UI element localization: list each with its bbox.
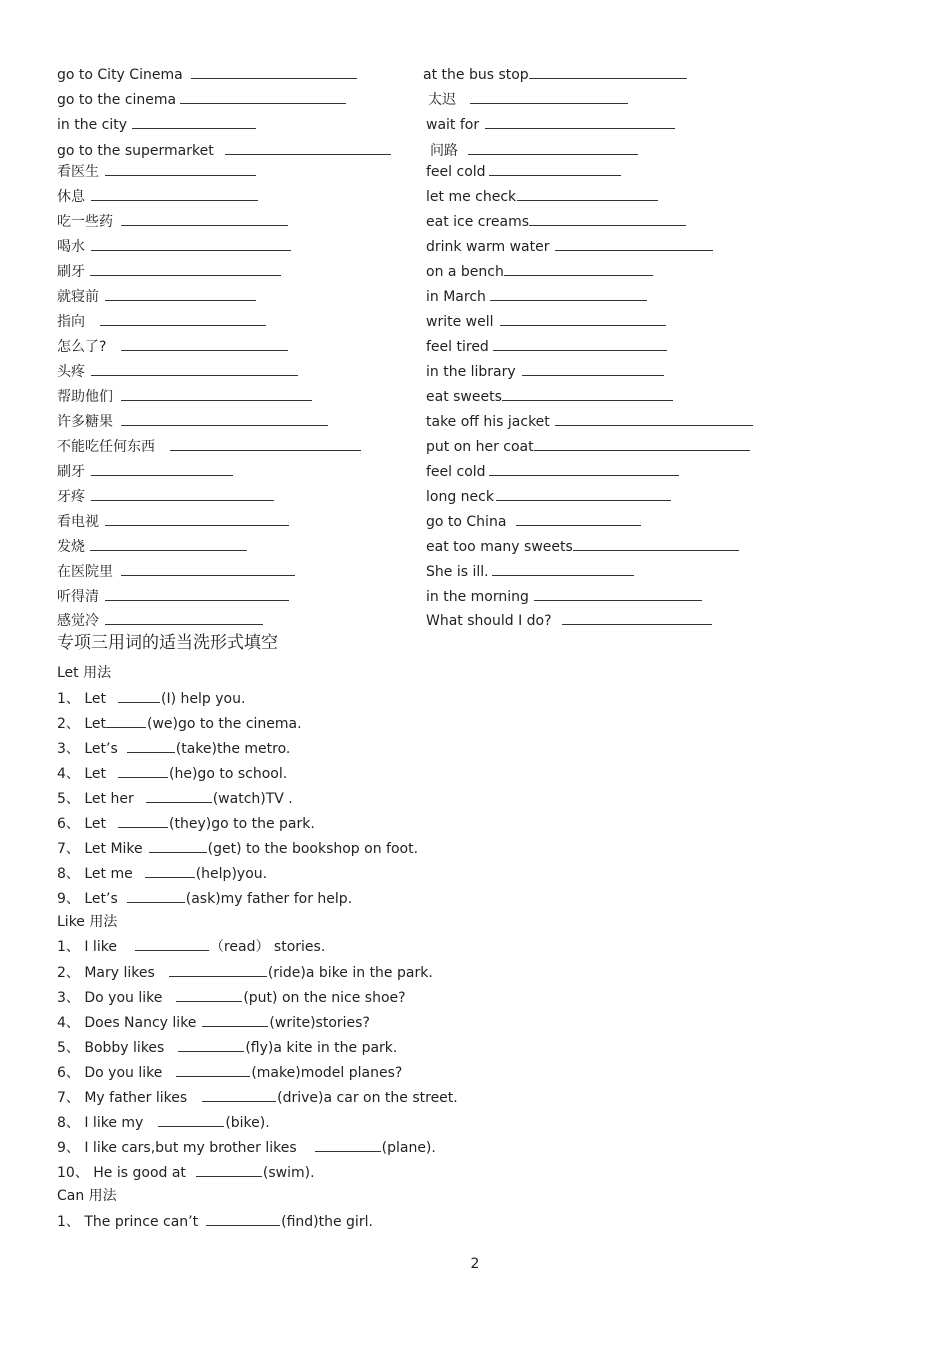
answer-blank[interactable]	[493, 337, 667, 351]
answer-blank[interactable]	[91, 237, 291, 251]
vocab-label: 刷牙	[57, 264, 85, 280]
exercise-prompt: 7、 My father likes	[57, 1090, 188, 1106]
answer-blank[interactable]	[118, 814, 168, 828]
let-exercise-item	[57, 789, 293, 808]
right-vocab-item	[426, 237, 713, 256]
right-vocab-item	[426, 587, 702, 606]
vocab-label: 听得清	[57, 589, 99, 605]
right-vocab-item	[426, 187, 658, 206]
left-vocab-item	[57, 90, 346, 109]
vocab-label: in the library	[426, 364, 516, 380]
vocab-label: 不能吃任何东西	[57, 439, 155, 455]
answer-blank[interactable]	[496, 487, 671, 501]
page-number: 2	[470, 1256, 480, 1272]
exercise-prompt: 3、 Do you like	[57, 990, 163, 1006]
exercise-prompt: 1、 Let	[57, 691, 107, 707]
like-exercise-item	[57, 1163, 315, 1182]
right-vocab-item	[426, 437, 750, 456]
vocab-label: write well	[426, 314, 494, 330]
left-vocab-item	[57, 65, 357, 84]
left-vocab-item	[57, 162, 256, 181]
exercise-prompt: 8、 I like my	[57, 1115, 144, 1131]
exercise-prompt: 2、 Mary likes	[57, 965, 155, 981]
answer-blank[interactable]	[489, 462, 679, 476]
vocab-label: 休息	[57, 189, 85, 205]
left-vocab-item	[57, 587, 289, 606]
answer-blank[interactable]	[502, 387, 673, 401]
answer-blank[interactable]	[91, 187, 258, 201]
vocab-label: 太迟	[428, 92, 456, 108]
answer-blank[interactable]	[121, 562, 295, 576]
answer-blank[interactable]	[145, 864, 195, 878]
let-exercise-item	[57, 764, 287, 783]
vocab-label: 刷牙	[57, 464, 85, 480]
vocab-label: go to the cinema	[57, 92, 177, 108]
right-vocab-item	[426, 115, 675, 134]
can-heading: Can 用法	[57, 1188, 117, 1204]
vocab-label: 牙疼	[57, 489, 85, 505]
answer-blank[interactable]	[176, 988, 242, 1002]
like-exercise-item	[57, 937, 325, 956]
like-exercise-item	[57, 963, 433, 982]
exercise-hint: (fly)a kite in the park.	[245, 1040, 398, 1056]
vocab-label: 帮助他们	[57, 389, 113, 405]
vocab-label: feel cold	[426, 464, 486, 480]
answer-blank[interactable]	[118, 689, 160, 703]
left-vocab-item	[57, 362, 298, 381]
right-vocab-item	[426, 312, 666, 331]
can-exercise-item	[57, 1212, 373, 1231]
exercise-hint: (find)the girl.	[281, 1214, 373, 1230]
vocab-label: 指向	[57, 314, 85, 330]
like-heading: Like 用法	[57, 914, 118, 930]
answer-blank[interactable]	[522, 362, 664, 376]
exercise-hint: (take)the metro.	[175, 741, 291, 757]
section-title: 专项三用词的适当洗形式填空	[57, 633, 278, 653]
vocab-label: drink warm water	[426, 239, 550, 255]
left-vocab-item	[57, 115, 256, 134]
left-vocab-item	[57, 187, 258, 206]
vocab-label: 头疼	[57, 364, 85, 380]
exercise-prompt: 2、 Let	[57, 716, 107, 732]
left-vocab-item	[57, 537, 247, 556]
exercise-prompt: 1、 The prince can’t	[57, 1214, 199, 1230]
vocab-label: in the morning	[426, 589, 529, 605]
right-vocab-item	[426, 462, 679, 481]
exercise-prompt: 5、 Let her	[57, 791, 134, 807]
answer-blank[interactable]	[170, 437, 361, 451]
like-exercise-item	[57, 1088, 458, 1107]
answer-blank[interactable]	[225, 141, 391, 155]
answer-blank[interactable]	[90, 537, 247, 551]
right-vocab-item	[426, 412, 753, 431]
exercise-hint: (get) to the bookshop on foot.	[207, 841, 419, 857]
vocab-label: on a bench	[426, 264, 504, 280]
vocab-label: feel tired	[426, 339, 489, 355]
exercise-prompt: 5、 Bobby likes	[57, 1040, 165, 1056]
right-vocab-item	[426, 611, 712, 630]
exercise-hint: (swim).	[262, 1165, 315, 1181]
answer-blank[interactable]	[169, 963, 267, 977]
answer-blank[interactable]	[105, 512, 289, 526]
answer-blank[interactable]	[121, 337, 288, 351]
vocab-label: let me check	[426, 189, 517, 205]
exercise-prompt: 6、 Let	[57, 816, 107, 832]
answer-blank[interactable]	[105, 162, 256, 176]
answer-blank[interactable]	[492, 562, 634, 576]
vocab-label: wait for	[426, 117, 480, 133]
vocab-label: What should I do?	[426, 613, 552, 629]
answer-blank[interactable]	[517, 187, 658, 201]
answer-blank[interactable]	[176, 1063, 250, 1077]
answer-blank[interactable]	[121, 387, 312, 401]
like-exercise-item	[57, 1038, 397, 1057]
vocab-label: feel cold	[426, 164, 486, 180]
left-vocab-item	[57, 212, 288, 231]
exercise-hint: (plane).	[381, 1140, 436, 1156]
answer-blank[interactable]	[468, 141, 638, 155]
answer-blank[interactable]	[132, 115, 256, 129]
vocab-label: She is ill.	[426, 564, 489, 580]
vocab-label: 喝水	[57, 239, 85, 255]
vocab-label: in the city	[57, 117, 127, 133]
exercise-hint: (ride)a bike in the park.	[267, 965, 433, 981]
let-exercise-item	[57, 714, 302, 733]
answer-blank[interactable]	[196, 1163, 262, 1177]
like-exercise-item	[57, 1113, 270, 1132]
vocab-label: eat sweets	[426, 389, 502, 405]
exercise-hint: (write)stories?	[269, 1015, 370, 1031]
vocab-label: take off his jacket	[426, 414, 550, 430]
answer-blank[interactable]	[555, 237, 713, 251]
answer-blank[interactable]	[127, 889, 185, 903]
answer-blank[interactable]	[105, 611, 263, 625]
exercise-prompt: 7、 Let Mike	[57, 841, 143, 857]
vocab-label: 感觉冷	[57, 613, 99, 629]
exercise-prompt: 4、 Does Nancy like	[57, 1015, 197, 1031]
exercise-hint: (I) help you.	[161, 691, 246, 707]
let-exercise-item	[57, 889, 352, 908]
answer-blank[interactable]	[470, 90, 628, 104]
answer-blank[interactable]	[146, 789, 212, 803]
exercise-prompt: 9、 I like cars,but my brother likes	[57, 1140, 297, 1156]
exercise-prompt: 9、 Let’s	[57, 891, 118, 907]
vocab-label: 许多糖果	[57, 414, 113, 430]
left-vocab-item	[57, 562, 295, 581]
left-vocab-item	[57, 611, 263, 630]
let-exercise-item	[57, 839, 418, 858]
vocab-label: at the bus stop	[423, 67, 529, 83]
answer-blank[interactable]	[121, 412, 328, 426]
vocab-label: 吃一些药	[57, 214, 113, 230]
exercise-prompt: 10、 He is good at	[57, 1165, 186, 1181]
answer-blank[interactable]	[529, 212, 686, 226]
answer-blank[interactable]	[118, 764, 168, 778]
right-vocab-item	[430, 141, 638, 160]
answer-blank[interactable]	[90, 262, 281, 276]
right-vocab-item	[426, 487, 671, 506]
vocab-label: 问路	[430, 143, 458, 159]
exercise-prompt: 8、 Let me	[57, 866, 133, 882]
like-exercise-item	[57, 1063, 402, 1082]
answer-blank[interactable]	[106, 714, 146, 728]
answer-blank[interactable]	[534, 437, 750, 451]
vocab-label: 看电视	[57, 514, 99, 530]
left-vocab-item	[57, 487, 274, 506]
vocab-label: go to the supermarket	[57, 143, 214, 159]
answer-blank[interactable]	[202, 1088, 276, 1102]
answer-blank[interactable]	[191, 65, 357, 79]
vocab-label: 在医院里	[57, 564, 113, 580]
exercise-hint: (they)go to the park.	[169, 816, 315, 832]
answer-blank[interactable]	[206, 1212, 280, 1226]
let-heading: Let 用法	[57, 665, 112, 681]
answer-blank[interactable]	[178, 1038, 244, 1052]
exercise-prompt: 1、 I like	[57, 939, 117, 955]
answer-blank[interactable]	[562, 611, 712, 625]
exercise-prompt: 6、 Do you like	[57, 1065, 163, 1081]
like-exercise-item	[57, 988, 406, 1007]
vocab-label: in March	[426, 289, 486, 305]
left-vocab-item	[57, 337, 288, 356]
exercise-prompt: 3、 Let’s	[57, 741, 118, 757]
answer-blank[interactable]	[121, 212, 288, 226]
left-vocab-item	[57, 262, 281, 281]
left-vocab-item	[57, 437, 361, 456]
right-vocab-item	[428, 90, 628, 109]
answer-blank[interactable]	[490, 287, 647, 301]
answer-blank[interactable]	[158, 1113, 224, 1127]
vocab-label: 怎么了?	[57, 339, 107, 355]
let-exercise-item	[57, 864, 267, 883]
right-vocab-item	[426, 262, 653, 281]
vocab-label: eat too many sweets	[426, 539, 573, 555]
answer-blank[interactable]	[91, 462, 233, 476]
answer-blank[interactable]	[202, 1013, 268, 1027]
exercise-hint: (help)you.	[195, 866, 268, 882]
right-vocab-item	[426, 512, 641, 531]
answer-blank[interactable]	[105, 587, 289, 601]
exercise-hint: (put) on the nice shoe?	[243, 990, 406, 1006]
answer-blank[interactable]	[135, 937, 209, 951]
right-vocab-item	[426, 212, 686, 231]
let-exercise-item	[57, 739, 290, 758]
right-vocab-item	[423, 65, 687, 84]
answer-blank[interactable]	[534, 587, 702, 601]
right-vocab-item	[426, 337, 667, 356]
exercise-prompt: 4、 Let	[57, 766, 107, 782]
answer-blank[interactable]	[485, 115, 675, 129]
exercise-hint: (he)go to school.	[169, 766, 288, 782]
vocab-label: go to City Cinema	[57, 67, 183, 83]
exercise-hint: （read） stories.	[209, 939, 326, 955]
answer-blank[interactable]	[489, 162, 621, 176]
answer-blank[interactable]	[500, 312, 666, 326]
right-vocab-item	[426, 562, 634, 581]
vocab-label: long neck	[426, 489, 494, 505]
left-vocab-item	[57, 412, 328, 431]
exercise-hint: (ask)my father for help.	[185, 891, 353, 907]
answer-blank[interactable]	[91, 487, 274, 501]
answer-blank[interactable]	[573, 537, 739, 551]
let-exercise-item	[57, 814, 315, 833]
vocab-label: put on her coat	[426, 439, 534, 455]
answer-blank[interactable]	[555, 412, 753, 426]
answer-blank[interactable]	[315, 1138, 381, 1152]
left-vocab-item	[57, 141, 391, 160]
exercise-hint: (bike).	[225, 1115, 270, 1131]
left-vocab-item	[57, 287, 256, 306]
left-vocab-item	[57, 312, 266, 331]
left-vocab-item	[57, 387, 312, 406]
vocab-label: 发烧	[57, 539, 85, 555]
vocab-label: 就寝前	[57, 289, 99, 305]
exercise-hint: (we)go to the cinema.	[147, 716, 302, 732]
answer-blank[interactable]	[504, 262, 653, 276]
answer-blank[interactable]	[127, 739, 175, 753]
answer-blank[interactable]	[105, 287, 256, 301]
left-vocab-item	[57, 462, 233, 481]
right-vocab-item	[426, 162, 621, 181]
vocab-label: eat ice creams	[426, 214, 530, 230]
right-vocab-item	[426, 362, 664, 381]
right-vocab-item	[426, 387, 673, 406]
answer-blank[interactable]	[516, 512, 641, 526]
vocab-label: go to China	[426, 514, 507, 530]
like-exercise-item	[57, 1138, 436, 1157]
exercise-hint: (drive)a car on the street.	[277, 1090, 458, 1106]
left-vocab-item	[57, 237, 291, 256]
exercise-hint: (watch)TV .	[212, 791, 293, 807]
left-vocab-item	[57, 512, 289, 531]
let-exercise-item	[57, 689, 245, 708]
vocab-label: 看医生	[57, 164, 99, 180]
answer-blank[interactable]	[180, 90, 346, 104]
right-vocab-item	[426, 287, 647, 306]
exercise-hint: (make)model planes?	[251, 1065, 403, 1081]
answer-blank[interactable]	[149, 839, 207, 853]
answer-blank[interactable]	[529, 65, 687, 79]
answer-blank[interactable]	[100, 312, 266, 326]
like-exercise-item	[57, 1013, 370, 1032]
right-vocab-item	[426, 537, 739, 556]
answer-blank[interactable]	[91, 362, 298, 376]
